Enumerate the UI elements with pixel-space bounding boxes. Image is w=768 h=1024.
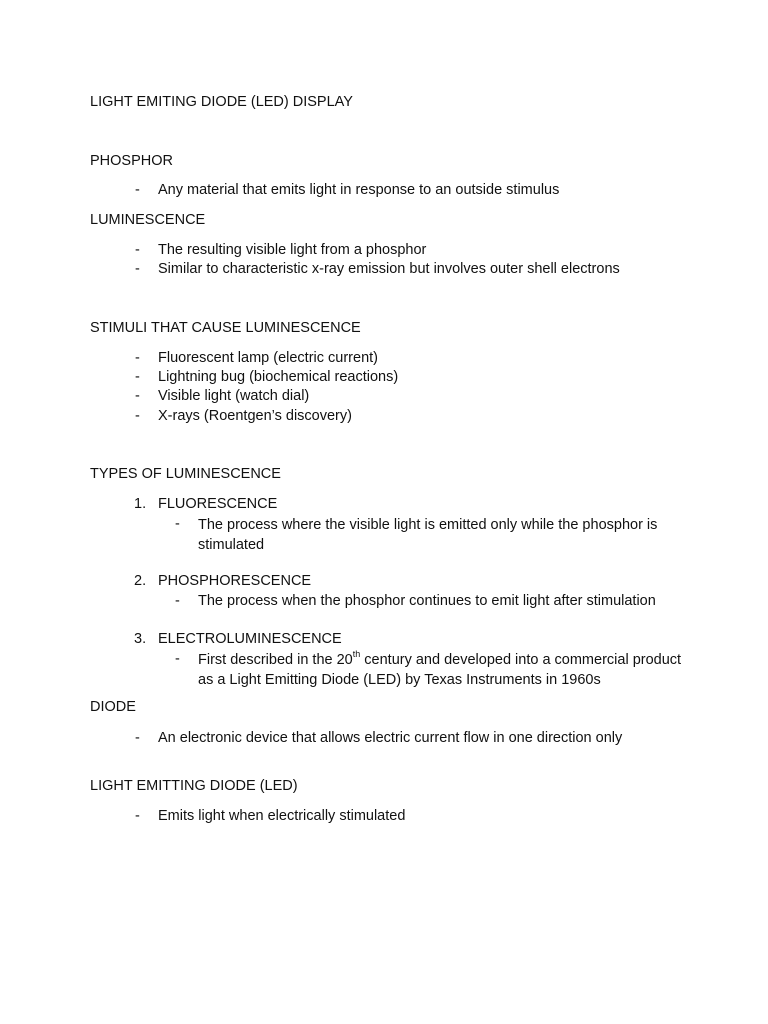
bullet-dash: - (135, 350, 140, 366)
bullet-text: An electronic device that allows electric current flow in one direction only (158, 730, 623, 746)
bullet-dash: - (175, 651, 180, 667)
list-item-label: PHOSPHORESCENCE (158, 573, 312, 589)
list-number: 2. (134, 573, 147, 589)
bullet-dash: - (175, 593, 180, 609)
section-heading-types: TYPES OF LUMINESCENCE (90, 466, 281, 482)
bullet-dash: - (135, 388, 140, 404)
superscript: th (352, 649, 361, 660)
section-heading-stimuli: STIMULI THAT CAUSE LUMINESCENCE (90, 320, 361, 336)
bullet-text-part: First described in the 20 (198, 652, 353, 668)
bullet-dash: - (135, 182, 140, 198)
list-number: 1. (134, 496, 147, 512)
bullet-dash: - (135, 730, 140, 746)
bullet-dash: - (135, 408, 140, 424)
bullet-text: X-rays (Roentgen’s discovery) (158, 408, 352, 424)
bullet-text: Similar to characteristic x-ray emission but involves outer shell electrons (158, 261, 620, 277)
bullet-text: Any material that emits light in response to an outside stimulus (158, 182, 560, 198)
section-heading-diode: DIODE (90, 699, 136, 715)
list-item-label: ELECTROLUMINESCENCE (158, 631, 342, 647)
bullet-text-part: century and developed into a commercial product as a Light Emitting Diode (LED) by Texas Instruments in 1960s (198, 652, 682, 688)
bullet-text: The resulting visible light from a phosphor (158, 242, 427, 258)
page-title: LIGHT EMITING DIODE (LED) DISPLAY (90, 94, 353, 110)
bullet-dash: - (175, 516, 180, 532)
section-heading-led: LIGHT EMITTING DIODE (LED) (90, 778, 298, 794)
bullet-dash: - (135, 242, 140, 258)
bullet-dash: - (135, 369, 140, 385)
list-item-label: FLUORESCENCE (158, 496, 278, 512)
bullet-text: Emits light when electrically stimulated (158, 808, 406, 824)
bullet-text: The process when the phosphor continues to emit light after stimulation (198, 593, 656, 609)
section-heading-phosphor: PHOSPHOR (90, 153, 173, 169)
bullet-text: Fluorescent lamp (electric current) (158, 350, 378, 366)
section-heading-luminescence: LUMINESCENCE (90, 212, 206, 228)
bullet-dash: - (135, 261, 140, 277)
bullet-text: Lightning bug (biochemical reactions) (158, 369, 399, 385)
bullet-text (198, 651, 688, 690)
list-number: 3. (134, 631, 147, 647)
bullet-text: The process where the visible light is emitted only while the phosphor is stimulated (198, 517, 658, 553)
bullet-dash: - (135, 808, 140, 824)
bullet-text: Visible light (watch dial) (158, 388, 310, 404)
